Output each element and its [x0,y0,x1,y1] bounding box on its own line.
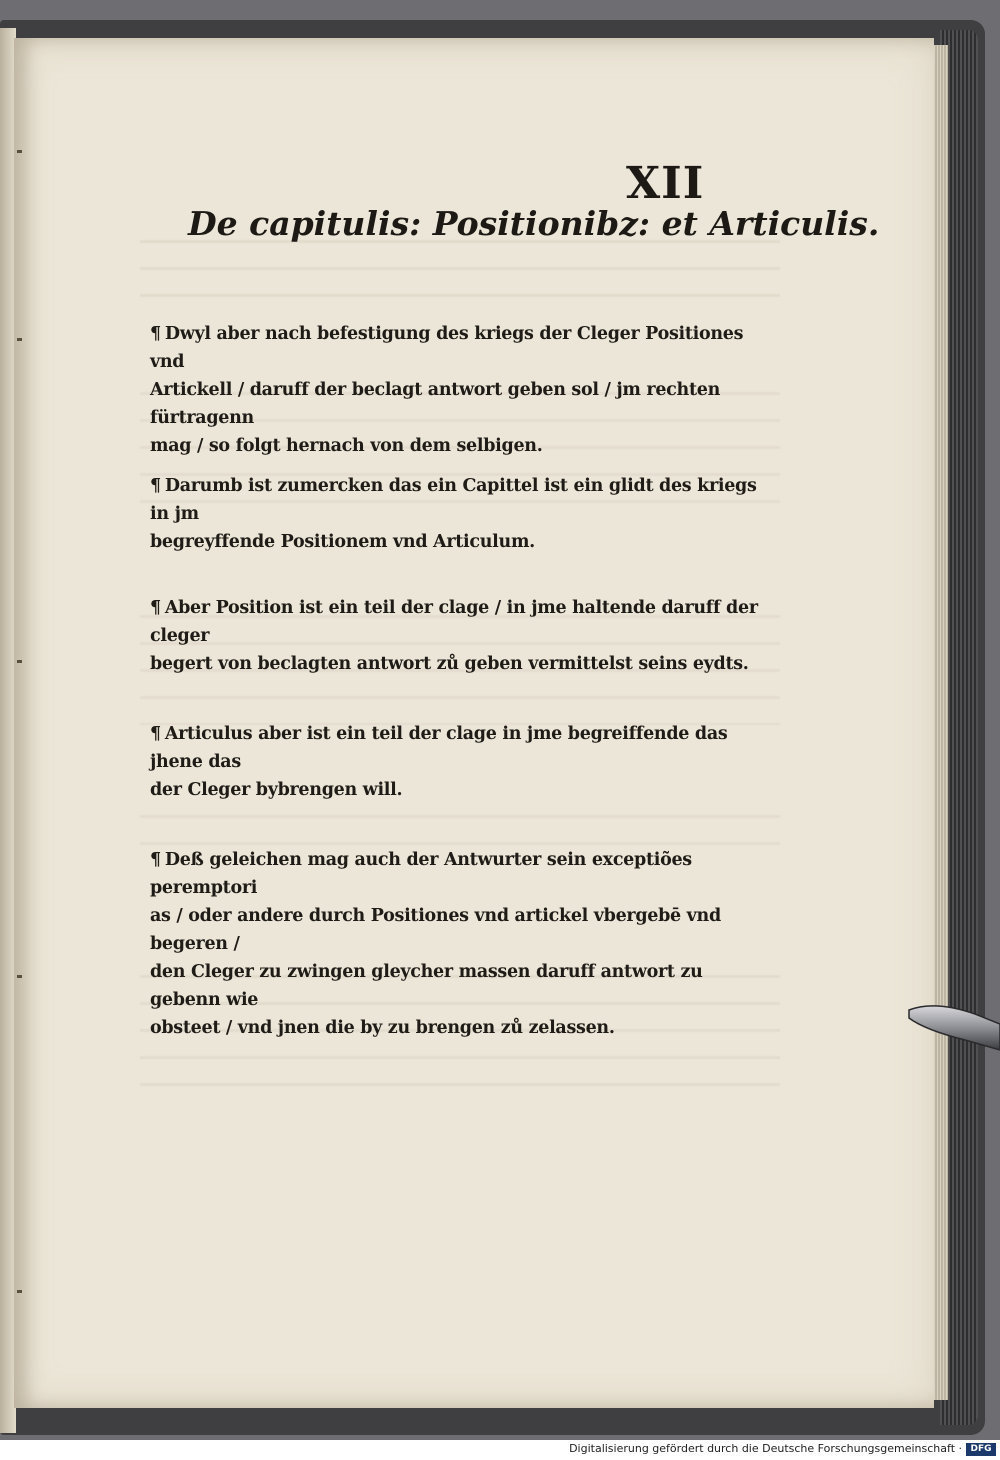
pilcrow-marker: ¶ [150,850,161,870]
paragraph-line: Artickell / daruff der beclagt antwort geben sol / jm rechten fürtragenn [150,380,720,428]
paragraph-line: begert von beclagten antwort zů geben vermittelst seins eydts. [150,654,749,674]
paragraph-line: obsteet / vnd jnen die by zu brengen zů zelassen. [150,1018,615,1038]
paragraph-line: begreyffende Positionem vnd Articulum. [150,532,535,552]
paragraph-line: ¶ Articulus aber ist ein teil der clage in jme begreiffende das jhene das [150,724,728,772]
pilcrow-marker: ¶ [150,598,161,618]
footer-bar [0,1440,1000,1460]
metal-page-tab-icon [905,1000,1000,1055]
pilcrow-marker: ¶ [150,476,161,496]
paragraph-line: ¶ Aber Position ist ein teil der clage / in jme haltende daruff der cleger [150,598,758,646]
pilcrow-marker: ¶ [150,324,161,344]
paragraph-1 [150,320,765,460]
chapter-heading: De capitulis: Positionibz: et Articulis. [188,204,880,243]
paragraph-line: ¶ Darumb ist zumercken das ein Capittel ist ein glidt des kriegs in jm [150,476,757,524]
paragraph-5 [150,846,765,1042]
paragraph-2 [150,472,765,556]
paragraph-line: der Cleger bybrengen will. [150,780,403,800]
paragraph-3 [150,594,765,678]
dfg-logo: DFG [966,1443,996,1456]
paragraph-line: mag / so folgt hernach von dem selbigen. [150,436,543,456]
paragraph-4 [150,720,765,804]
paragraph-line: den Cleger zu zwingen gleycher massen daruff antwort zu gebenn wie [150,962,703,1010]
paragraph-line: as / oder andere durch Positiones vnd artickel vbergebē vnd begeren / [150,906,721,954]
funding-notice: Digitalisierung gefördert durch die Deutsche Forschungsgemeinschaft · [569,1442,962,1455]
pilcrow-marker: ¶ [150,724,161,744]
folio-number: XII [626,158,705,209]
paragraph-line: ¶ Deß geleichen mag auch der Antwurter sein exceptiões peremptori [150,850,692,898]
paragraph-line: ¶ Dwyl aber nach befestigung des kriegs der Cleger Positiones vnd [150,324,744,372]
